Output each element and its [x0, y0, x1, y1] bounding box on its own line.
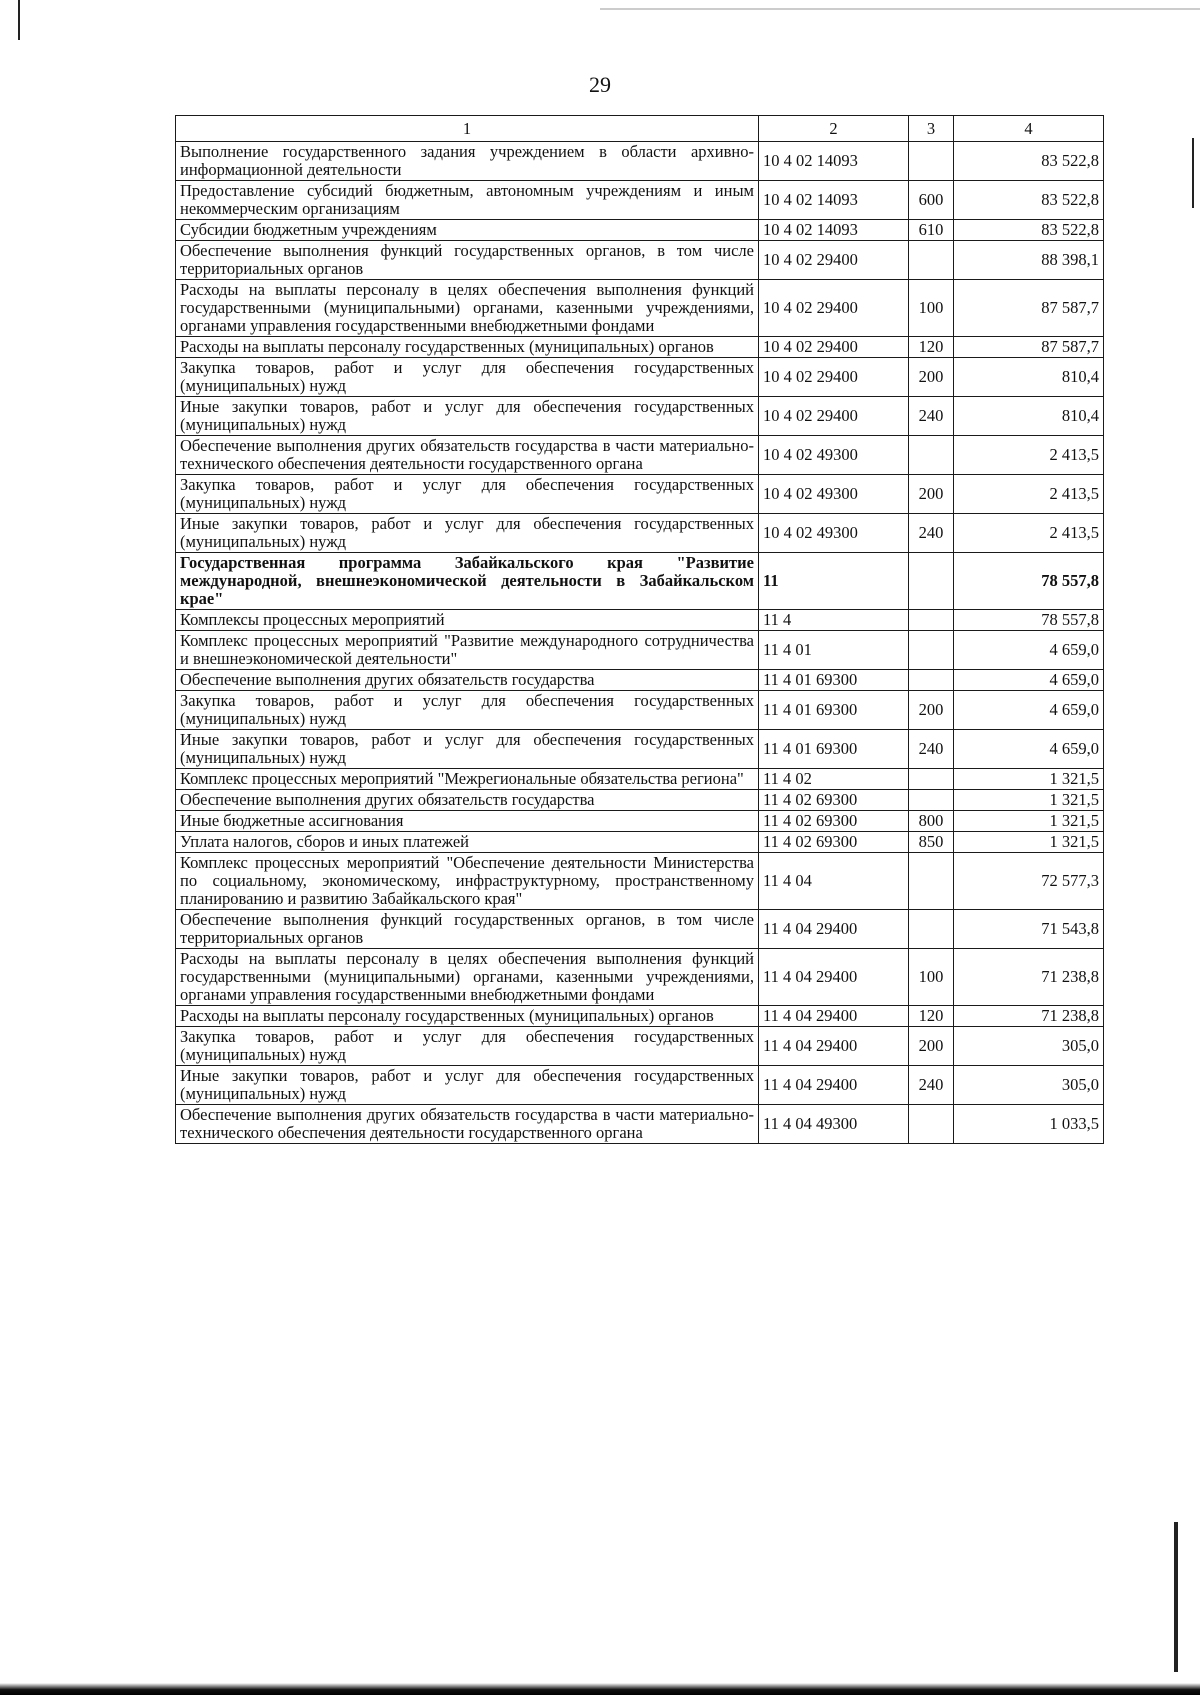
cell-code: 11: [759, 553, 909, 610]
table-row: [176, 1105, 1104, 1144]
cell-expense-type: 200: [909, 358, 954, 397]
table-row: [176, 1027, 1104, 1066]
cell-sum: 87 587,7: [954, 337, 1104, 358]
cell-name: Субсидии бюджетным учреждениям: [176, 220, 759, 241]
cell-expense-type: 120: [909, 337, 954, 358]
cell-expense-type: [909, 853, 954, 910]
cell-sum: 2 413,5: [954, 475, 1104, 514]
table-row: [176, 475, 1104, 514]
cell-code: 11 4 04 29400: [759, 1027, 909, 1066]
scan-artifact-bottom: [0, 1683, 1200, 1695]
cell-name: Иные закупки товаров, работ и услуг для обеспечения государственных (муниципальных) нужд: [176, 730, 759, 769]
cell-sum: 71 238,8: [954, 949, 1104, 1006]
cell-code: 11 4 02 69300: [759, 832, 909, 853]
budget-table: [175, 115, 1104, 1144]
cell-code: 11 4 01 69300: [759, 670, 909, 691]
cell-sum: 810,4: [954, 397, 1104, 436]
cell-sum: 83 522,8: [954, 181, 1104, 220]
cell-name: Расходы на выплаты персоналу в целях обеспечения выполнения функций государственными (муниципальными) органами, казенными учреждениями, органами управления государственными внебюджетными фондами: [176, 280, 759, 337]
cell-expense-type: 240: [909, 1066, 954, 1105]
cell-sum: 810,4: [954, 358, 1104, 397]
table-row: [176, 910, 1104, 949]
cell-code: 11 4 02: [759, 769, 909, 790]
cell-expense-type: 240: [909, 397, 954, 436]
cell-sum: 2 413,5: [954, 436, 1104, 475]
cell-code: 10 4 02 14093: [759, 220, 909, 241]
cell-code: 11 4 04 29400: [759, 910, 909, 949]
cell-name: Иные закупки товаров, работ и услуг для обеспечения государственных (муниципальных) нужд: [176, 1066, 759, 1105]
cell-sum: 1 321,5: [954, 832, 1104, 853]
header-row: [176, 116, 1104, 142]
cell-expense-type: [909, 910, 954, 949]
cell-sum: 71 238,8: [954, 1006, 1104, 1027]
cell-code: 10 4 02 49300: [759, 514, 909, 553]
cell-sum: 83 522,8: [954, 142, 1104, 181]
table-row: [176, 181, 1104, 220]
cell-expense-type: [909, 142, 954, 181]
cell-name: Уплата налогов, сборов и иных платежей: [176, 832, 759, 853]
cell-sum: 72 577,3: [954, 853, 1104, 910]
cell-code: 10 4 02 29400: [759, 280, 909, 337]
page-number: 29: [589, 72, 611, 97]
table-row: [176, 397, 1104, 436]
cell-name: Комплекс процессных мероприятий "Развитие международного сотрудничества и внешнеэкономической деятельности": [176, 631, 759, 670]
table-row: [176, 280, 1104, 337]
column-header-name: 1: [176, 116, 759, 142]
cell-code: 10 4 02 49300: [759, 475, 909, 514]
cell-expense-type: 120: [909, 1006, 954, 1027]
table-row: [176, 670, 1104, 691]
cell-expense-type: [909, 769, 954, 790]
cell-name: Обеспечение выполнения других обязательств государства: [176, 790, 759, 811]
cell-expense-type: [909, 790, 954, 811]
cell-expense-type: [909, 610, 954, 631]
cell-code: 10 4 02 49300: [759, 436, 909, 475]
cell-expense-type: 240: [909, 730, 954, 769]
cell-sum: 87 587,7: [954, 280, 1104, 337]
cell-sum: 305,0: [954, 1066, 1104, 1105]
table-row: [176, 790, 1104, 811]
table-row: [176, 691, 1104, 730]
cell-code: 11 4 04 29400: [759, 949, 909, 1006]
cell-expense-type: [909, 631, 954, 670]
cell-sum: 88 398,1: [954, 241, 1104, 280]
table-header: [176, 116, 1104, 142]
table-row: [176, 853, 1104, 910]
cell-sum: 4 659,0: [954, 730, 1104, 769]
scan-artifact-right-lower: [1174, 1522, 1178, 1672]
cell-expense-type: [909, 436, 954, 475]
column-header-expense-type: 3: [909, 116, 954, 142]
table-row: [176, 832, 1104, 853]
cell-code: 10 4 02 29400: [759, 397, 909, 436]
cell-sum: 305,0: [954, 1027, 1104, 1066]
cell-expense-type: 100: [909, 280, 954, 337]
cell-sum: 4 659,0: [954, 670, 1104, 691]
cell-name: Комплекс процессных мероприятий "Обеспечение деятельности Министерства по социальному, экономическому, инфраструктурному, пространственному планированию и развитию Забайкальского края": [176, 853, 759, 910]
cell-name: Закупка товаров, работ и услуг для обеспечения государственных (муниципальных) нужд: [176, 358, 759, 397]
cell-sum: 71 543,8: [954, 910, 1104, 949]
column-header-code: 2: [759, 116, 909, 142]
cell-code: 11 4 02 69300: [759, 790, 909, 811]
table-row: [176, 1066, 1104, 1105]
cell-name: Закупка товаров, работ и услуг для обеспечения государственных (муниципальных) нужд: [176, 691, 759, 730]
table-row: [176, 610, 1104, 631]
cell-name: Иные бюджетные ассигнования: [176, 811, 759, 832]
cell-name: Обеспечение выполнения функций государственных органов, в том числе территориальных органов: [176, 241, 759, 280]
table-row: [176, 337, 1104, 358]
cell-sum: 4 659,0: [954, 631, 1104, 670]
cell-expense-type: 240: [909, 514, 954, 553]
scan-artifact-top-right: [600, 8, 1200, 10]
cell-name: Расходы на выплаты персоналу государственных (муниципальных) органов: [176, 1006, 759, 1027]
cell-name: Обеспечение выполнения функций государственных органов, в том числе территориальных органов: [176, 910, 759, 949]
cell-expense-type: [909, 553, 954, 610]
table-row: [176, 769, 1104, 790]
table-row: [176, 241, 1104, 280]
cell-expense-type: 200: [909, 475, 954, 514]
table-row: [176, 436, 1104, 475]
cell-code: 11 4 04 49300: [759, 1105, 909, 1144]
cell-code: 11 4 01: [759, 631, 909, 670]
column-header-sum: 4: [954, 116, 1104, 142]
cell-expense-type: 200: [909, 1027, 954, 1066]
cell-code: 11 4 01 69300: [759, 730, 909, 769]
table-row: [176, 811, 1104, 832]
cell-name: Комплексы процессных мероприятий: [176, 610, 759, 631]
table-row: [176, 358, 1104, 397]
cell-code: 10 4 02 14093: [759, 181, 909, 220]
cell-expense-type: 100: [909, 949, 954, 1006]
cell-expense-type: 850: [909, 832, 954, 853]
cell-name: Расходы на выплаты персоналу государственных (муниципальных) органов: [176, 337, 759, 358]
cell-expense-type: 200: [909, 691, 954, 730]
cell-expense-type: [909, 670, 954, 691]
cell-name: Предоставление субсидий бюджетным, автономным учреждениям и иным некоммерческим организациям: [176, 181, 759, 220]
scan-artifact-right-upper: [1192, 138, 1194, 208]
cell-expense-type: [909, 241, 954, 280]
cell-code: 11 4 04 29400: [759, 1006, 909, 1027]
cell-name: Закупка товаров, работ и услуг для обеспечения государственных (муниципальных) нужд: [176, 475, 759, 514]
cell-code: 10 4 02 29400: [759, 337, 909, 358]
table-row: [176, 949, 1104, 1006]
cell-code: 10 4 02 29400: [759, 358, 909, 397]
cell-sum: 83 522,8: [954, 220, 1104, 241]
cell-name: Комплекс процессных мероприятий "Межрегиональные обязательства региона": [176, 769, 759, 790]
cell-expense-type: [909, 1105, 954, 1144]
cell-name: Обеспечение выполнения других обязательств государства: [176, 670, 759, 691]
cell-name: Обеспечение выполнения других обязательств государства в части материально-технического обеспечения деятельности государственного органа: [176, 1105, 759, 1144]
cell-name: Иные закупки товаров, работ и услуг для обеспечения государственных (муниципальных) нужд: [176, 514, 759, 553]
cell-name: Иные закупки товаров, работ и услуг для обеспечения государственных (муниципальных) нужд: [176, 397, 759, 436]
table-row: [176, 142, 1104, 181]
cell-name: Закупка товаров, работ и услуг для обеспечения государственных (муниципальных) нужд: [176, 1027, 759, 1066]
table-row: [176, 631, 1104, 670]
cell-code: 10 4 02 29400: [759, 241, 909, 280]
cell-expense-type: 610: [909, 220, 954, 241]
cell-sum: 4 659,0: [954, 691, 1104, 730]
table-row: [176, 553, 1104, 610]
table-row: [176, 220, 1104, 241]
table-row: [176, 514, 1104, 553]
cell-code: 11 4 02 69300: [759, 811, 909, 832]
table-body: [176, 142, 1104, 1144]
cell-expense-type: 800: [909, 811, 954, 832]
cell-sum: 1 321,5: [954, 811, 1104, 832]
cell-code: 11 4 04: [759, 853, 909, 910]
cell-sum: 78 557,8: [954, 610, 1104, 631]
scan-artifact-top-left: [18, 0, 20, 40]
cell-sum: 1 321,5: [954, 769, 1104, 790]
cell-name: Расходы на выплаты персоналу в целях обеспечения выполнения функций государственными (муниципальными) органами, казенными учреждениями, органами управления государственными внебюджетными фондами: [176, 949, 759, 1006]
cell-sum: 1 321,5: [954, 790, 1104, 811]
cell-sum: 1 033,5: [954, 1105, 1104, 1144]
cell-code: 11 4 04 29400: [759, 1066, 909, 1105]
cell-code: 11 4: [759, 610, 909, 631]
cell-code: 10 4 02 14093: [759, 142, 909, 181]
table-row: [176, 1006, 1104, 1027]
cell-name: Государственная программа Забайкальского края "Развитие международной, внешнеэкономической деятельности в Забайкальском крае": [176, 553, 759, 610]
table-row: [176, 730, 1104, 769]
cell-name: Обеспечение выполнения других обязательств государства в части материально-технического обеспечения деятельности государственного органа: [176, 436, 759, 475]
cell-name: Выполнение государственного задания учреждением в области архивно-информационной деятельности: [176, 142, 759, 181]
cell-code: 11 4 01 69300: [759, 691, 909, 730]
cell-expense-type: 600: [909, 181, 954, 220]
cell-sum: 2 413,5: [954, 514, 1104, 553]
cell-sum: 78 557,8: [954, 553, 1104, 610]
